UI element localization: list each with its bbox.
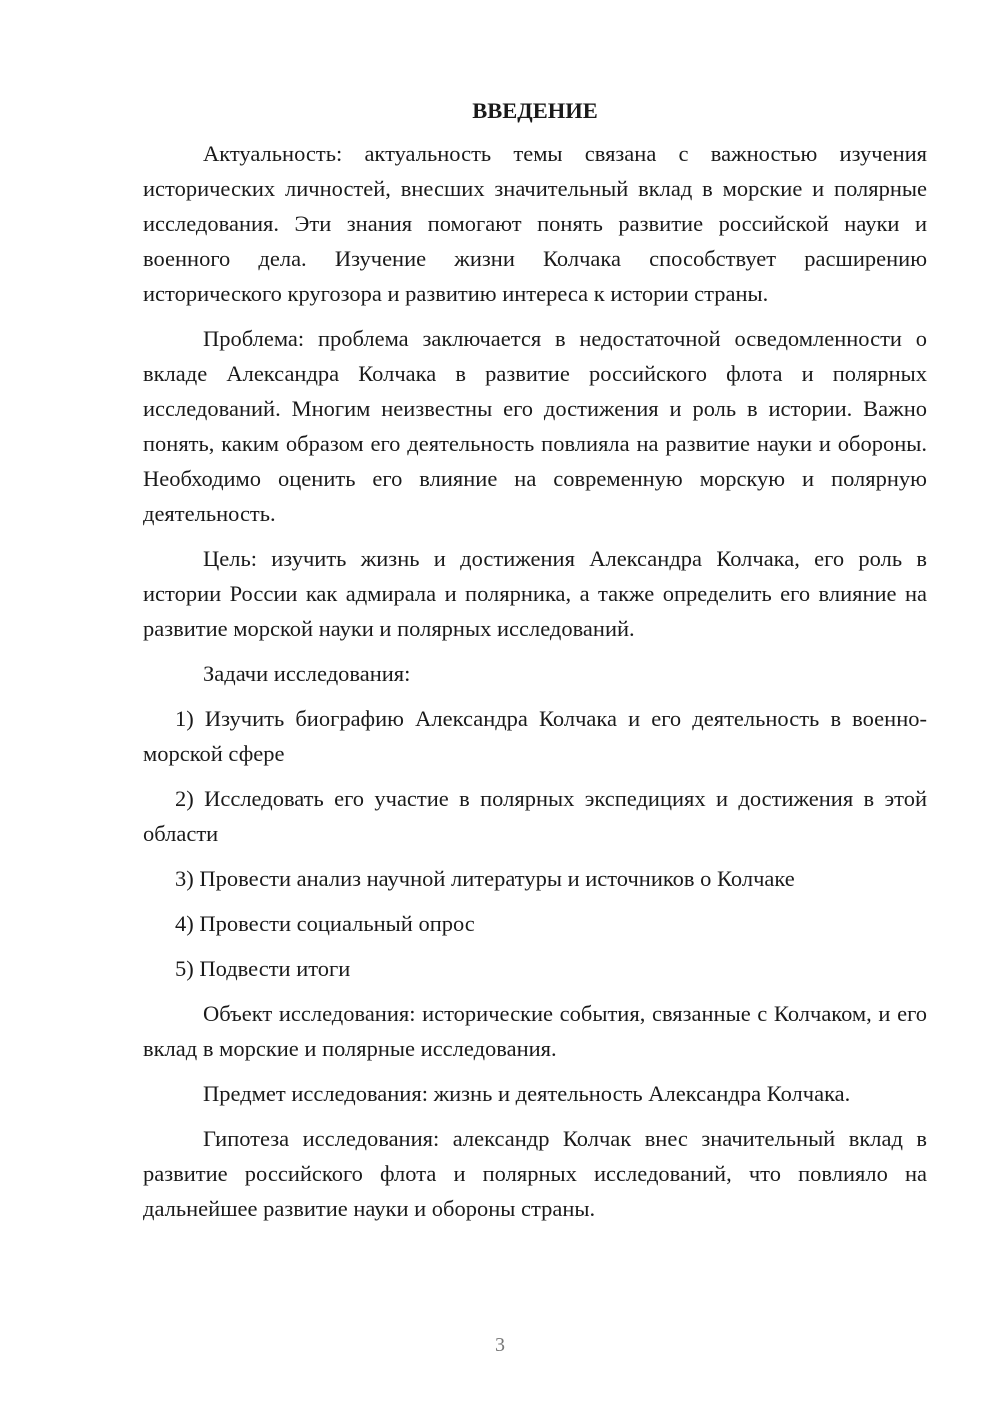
task-item-2: 2) Исследовать его участие в полярных экспедициях и достижения в этой области (143, 786, 927, 846)
task-item-5: 5) Подвести итоги (175, 956, 351, 981)
subject-paragraph: Предмет исследования: жизнь и деятельность Александра Колчака. (203, 1081, 851, 1106)
page-number: 3 (495, 1334, 505, 1356)
tasks-title: Задачи исследования: (203, 661, 411, 686)
goal-paragraph: Цель: изучить жизнь и достижения Александра Колчака, его роль в истории России как адмирала и полярника, а также определить его влияние на развитие морской науки и полярных исследований. (143, 546, 927, 641)
page-content (143, 94, 927, 1236)
section-heading: ВВЕДЕНИЕ (472, 98, 598, 123)
hypothesis-paragraph: Гипотеза исследования: александр Колчак внес значительный вклад в развитие российского флота и полярных исследований, что повлияло на дальнейшее развитие науки и обороны страны. (143, 1126, 927, 1221)
task-item-1: 1) Изучить биографию Александра Колчака и его деятельность в военно-морской сфере (143, 706, 927, 766)
task-item-3: 3) Провести анализ научной литературы и источников о Колчаке (175, 866, 795, 891)
object-paragraph: Объект исследования: исторические события, связанные с Колчаком, и его вклад в морские и полярные исследования. (143, 1001, 927, 1061)
problem-paragraph: Проблема: проблема заключается в недостаточной осведомленности о вкладе Александра Колчака в развитие российского флота и полярных исследований. Многим неизвестны его достижения и роль в истории. Важно понять, каким образом его деятельность повлияла на развитие науки и обороны. Необходимо оценить его влияние на современную морскую и полярную деятельность. (143, 326, 927, 526)
task-item-4: 4) Провести социальный опрос (175, 911, 475, 936)
relevance-paragraph: Актуальность: актуальность темы связана с важностью изучения исторических личностей, внесших значительный вклад в морские и полярные исследования. Эти знания помогают понять развитие российской науки и военного дела. Изучение жизни Колчака способствует расширению исторического кругозора и развитию интереса к истории страны. (143, 141, 927, 306)
